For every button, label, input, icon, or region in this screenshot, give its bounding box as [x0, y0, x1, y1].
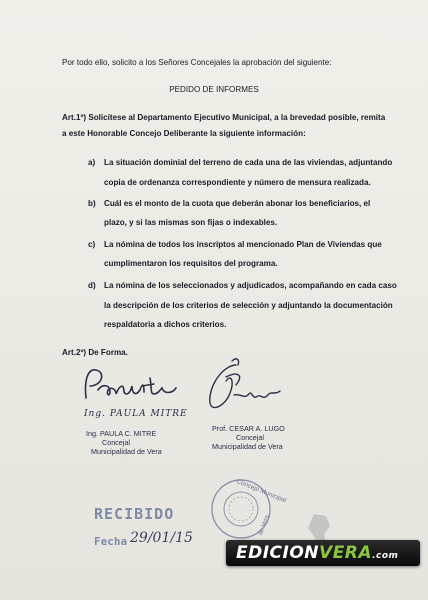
seal-bottom-text: de Vera	[258, 514, 271, 537]
item-d-line-2: la descripción de los criterios de selección y adjuntando la documentación	[104, 301, 393, 310]
signature-left-stamp-institution: Municipalidad de Vera	[91, 447, 162, 456]
item-b-line-1: Cuál es el monto de la cuota que deberán abonar los beneficiarios, el	[104, 199, 371, 208]
received-stamp-label: RECIBIDO	[94, 505, 175, 523]
article-1-line-1: Art.1º) Solicítese al Departamento Ejecutivo Municipal, a la brevedad posible, remita	[62, 113, 386, 122]
intro-text: Por todo ello, solicito a los Señores Concejales la aprobación del siguiente:	[62, 58, 332, 67]
article-1-line-2: a este Honorable Concejo Deliberante la siguiente información:	[62, 129, 306, 138]
signature-left-stamp-name: Ing. PAULA C. MITRE	[86, 429, 157, 438]
logo-text	[236, 542, 398, 567]
item-a-letter: a)	[88, 158, 96, 167]
signature-right-stamp-institution: Municipalidad de Vera	[212, 442, 283, 451]
item-c-line-2: cumplimentaron los requisitos del programa.	[104, 259, 278, 268]
signature-right-stamp-role: Concejal	[236, 433, 264, 442]
document-heading: PEDIDO DE INFORMES	[169, 85, 259, 94]
logo-brand-white: EDICION	[236, 543, 320, 563]
item-d-line-1: La nómina de los seleccionados y adjudicados, acompañando en cada caso	[104, 281, 397, 290]
edicion-vera-logo	[226, 534, 422, 570]
seal-text: Concejo Municipal	[235, 478, 288, 505]
signature-right	[196, 355, 286, 425]
signature-left-handwritten-name: Ing. PAULA MITRE	[84, 409, 188, 419]
logo-brand-suffix: .com	[372, 551, 399, 561]
signature-left	[80, 360, 190, 410]
item-c-line-1: La nómina de todos los inscriptos al mencionado Plan de Viviendas que	[104, 240, 382, 249]
item-d-letter: d)	[88, 281, 96, 290]
received-stamp-date-value: 29/01/15	[130, 530, 193, 546]
item-a-line-1: La situación dominial del terreno de cada una de las viviendas, adjuntando	[104, 158, 393, 167]
item-b-line-2: plazo, y si las mismas son fijas o indexables.	[104, 218, 278, 227]
item-d-line-3: respaldatoria a dichos criterios.	[104, 320, 227, 329]
item-a-line-2: copia de ordenanza correspondiente y número de mensura realizada.	[104, 178, 371, 187]
received-stamp-date-label: Fecha	[94, 535, 128, 548]
signature-right-scribble	[196, 355, 286, 425]
signature-left-stamp-role: Concejal	[102, 438, 130, 447]
item-c-letter: c)	[88, 240, 96, 249]
signature-right-stamp-name: Prof. CESAR A. LUGO	[212, 424, 285, 433]
article-2: Art.2º) De Forma.	[62, 348, 128, 357]
signature-left-scribble	[80, 360, 190, 410]
item-b-letter: b)	[88, 199, 96, 208]
logo-brand-green: VERA	[319, 543, 373, 563]
